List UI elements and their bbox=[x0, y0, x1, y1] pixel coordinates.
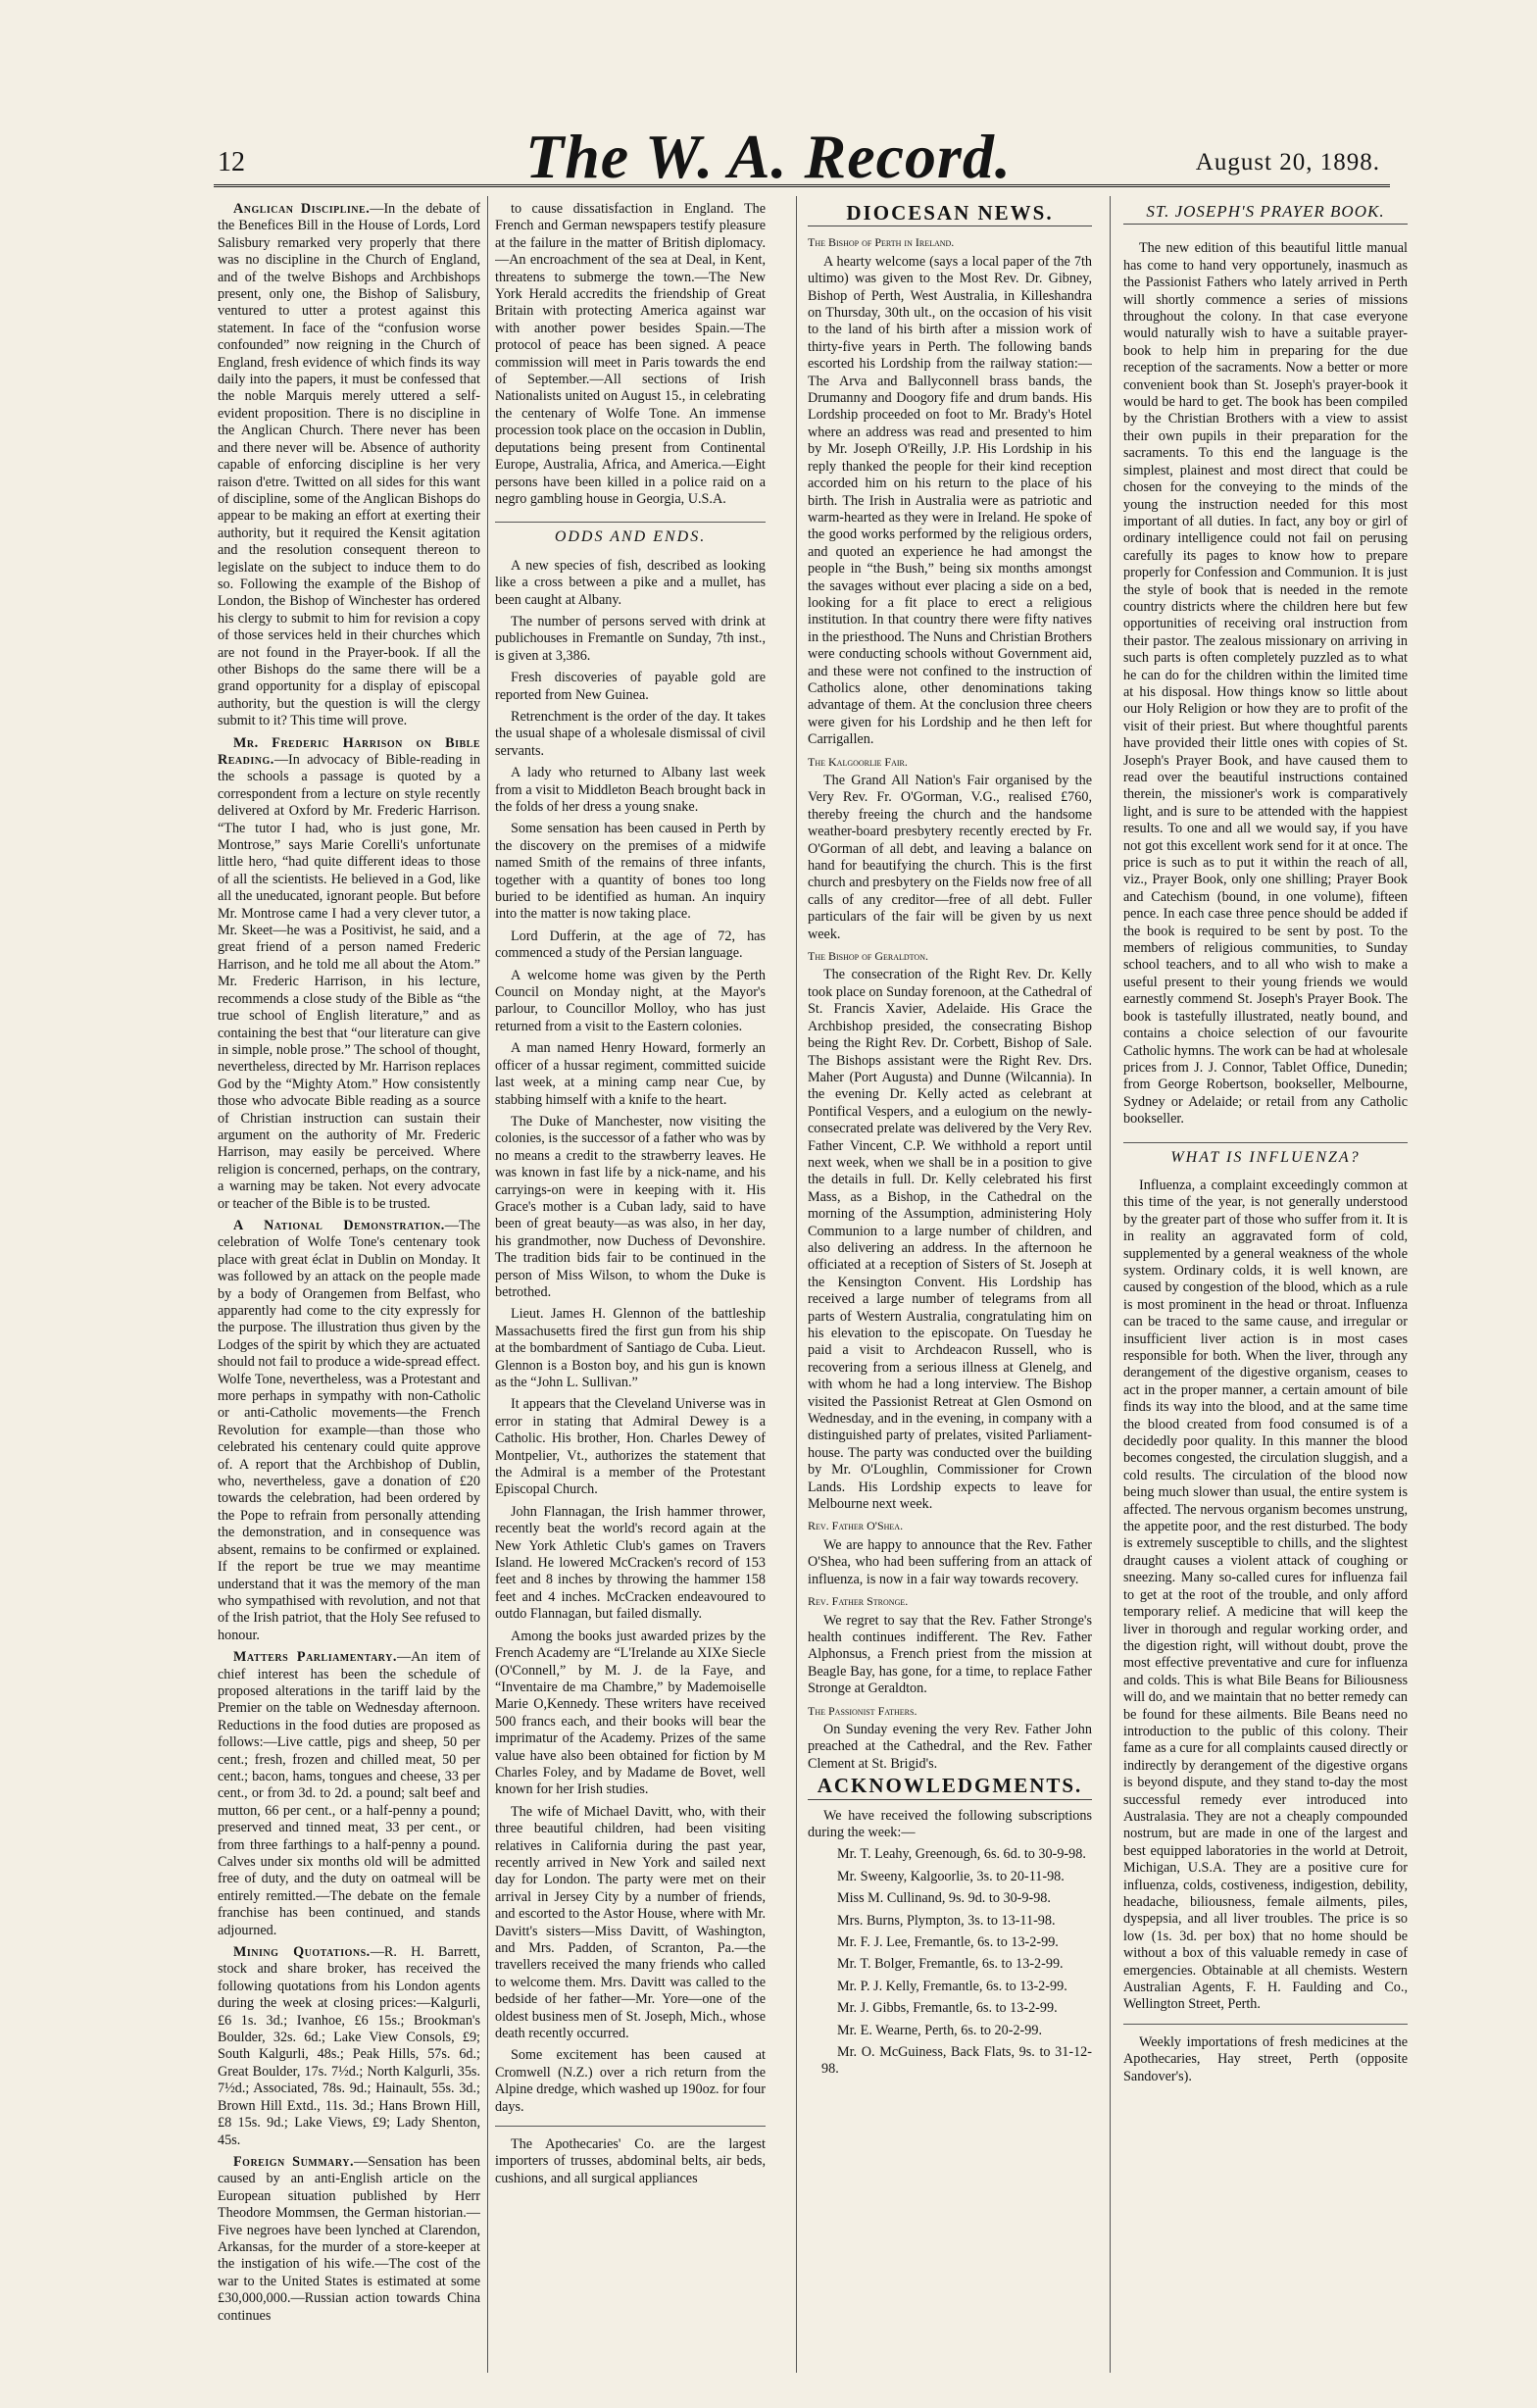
odds-item: Some sensation has been caused in Perth by the discovery on the premises of a midwife named Smith of the remains of three infants, together with a quantity of bones too long buried to be identified as human. An inquiry into the matter is now taking place. bbox=[495, 821, 766, 923]
acknowledgment-line: Mr. T. Leahy, Greenough, 6s. 6d. to 30-9-98. bbox=[837, 1846, 1086, 1863]
odds-item: Among the books just awarded prizes by the French Academy are “L'Irelande au XIXe Siecle (O'Connell,” by M. J. de la Faye, and “Inventaire de ma Chambre,” by Mademoiselle Marie O,Kennedy. These writers have received 500 francs each, and their books will bear the imprimatur of the Academy. Prizes of the same value have also been obtained for fiction by M Charles Foley, and by Madame de Bovet, well known for her Irish studies. bbox=[495, 1628, 766, 1798]
paragraph-body: —In the debate of the Benefices Bill in the House of Lords, Lord Salisbury remarked very properly that there was no discipline in the Church of England, and of the twelve Bishops and Archbishops present, only one, the Bishop of Salisbury, ventured to utter a protest against this statement. In face of the “confusion worse confounded” now reigning in the Church of England, fresh evidence of which finds its way daily into the papers, it must be confessed that the noble Marquis merely uttered a self-evident proposition. There is no discipline in the Anglican Church. There never has been and there never will be. Absence of authority capable of enforcing discipline is her very raison d'etre. Twitted on all sides for this want of discipline, some of the Anglican Bishops do appear to be making an effort at exerting their authority, but it required the Kensit agitation and the resolution consequent thereon to legislate on the subject to induce them to do so. Following the example of the Bishop of London, the Bishop of Winchester has ordered his clergy to submit to him for revision a copy of those services held in their churches which are not found in the Prayer-book. If all the other Bishops do the same there will be a grand opportunity for a display of episcopal authority, but the question is will the clergy submit to it? This time will prove. bbox=[218, 201, 480, 729]
odds-item: Some excitement has been caused at Cromwell (N.Z.) over a rich return from the Alpine dredge, which washed up 190oz. for four days. bbox=[495, 2047, 766, 2115]
acknowledgment-line: Mrs. Burns, Plympton, 3s. to 13-11-98. bbox=[837, 1912, 1056, 1929]
paragraph-body: —In advocacy of Bible-reading in the schools a passage is quoted by a correspondent from a lecture on style recently delivered at Oxford by Mr. Frederic Harrison. “The tutor I had, who is just gone, Mr. Montrose,” says Marie Corelli's unfortunate little hero, “had quite different ideas to those of all the scientists. He believed in a God, like all the uneducated, ignorant people. But before Mr. Montrose came I had a very clever tutor, a Mr. Skeet—he was a Positivist, he said, and a great friend of a person named Frederic Harrison, and he told me all about the Atom.” Mr. Frederic Harrison, in his lecture, recommends a close study of the Bible as “the true school of English literature,” and as containing the best that “our literature can give in simple, noble prose.” The school of thought, nevertheless, directed by Mr. Harrison replaces God by the “Mighty Atom.” How consistently those who advocate Bible reading as a source of Christian instruction can sustain their argument on the authority of Mr. Frederic Harrison, may easily be perceived. Where religion is concerned, perhaps, on the contrary, a warning may be taken. Not every advocate or teacher of the Bible is to be trusted. bbox=[218, 752, 480, 1212]
paragraph-lead: Anglican Discipline. bbox=[233, 201, 371, 217]
paragraph-lead: A National Demonstration. bbox=[233, 1217, 445, 1233]
column-divider bbox=[796, 196, 797, 2373]
news-kicker: Rev. Father Stronge. bbox=[808, 1594, 909, 1609]
paragraph-body: —Sensation has been caused by an anti-English article on the European situation published by Herr Theodore Mommsen, the German historian.—Five negroes have been lynched at Clarendon, Arkansas, for the murder of a store-keeper at the instigation of his wife.—The cost of the war to the United States is estimated at some £30,000,000.—Russian action towards China continues bbox=[218, 2153, 480, 2324]
prayer-book-heading: ST. JOSEPH'S PRAYER BOOK. bbox=[1123, 203, 1408, 225]
paragraph-lead: Foreign Summary. bbox=[233, 2153, 355, 2170]
news-kicker: The Kalgoorlie Fair. bbox=[808, 754, 908, 769]
odds-item: It appears that the Cleveland Universe was in error in stating that Admiral Dewey is a Catholic. His brother, Hon. Charles Dewey of Montpelier, Vt., authorizes the statement that the Admiral is a member of the Protestant Episcopal Church. bbox=[495, 1396, 766, 1498]
news-item: The Grand All Nation's Fair organised by the Very Rev. Fr. O'Gorman, V.G., realised £760, thereby freeing the church and the handsome weather-board presbytery recently erected by Fr. O'Gorman of all debt, and leaving a balance on hand for beautifying the church. This is the first church and presbytery on the Fields now free of all calls of any creditor—free of all debt. Fuller particulars of the fair will be given by us next week. bbox=[808, 773, 1092, 942]
paragraph-body: —The celebration of Wolfe Tone's centenary took place with great éclat in Dublin on Monday. It was followed by an attack on the people made by a body of Orangemen from Belfast, who apparently had come to the city expressly for the purpose. The illustration thus given by the Lodges of the spirit by which they are actuated should not fail to produce a wide-spread effect. Wolfe Tone, nevertheless, was a Protestant and more perhaps in sympathy with non-Catholic or anti-Catholic movements—the French Revolution for example—than those who celebrated his centenary could quite approve of. A report that the Archbishop of Dublin, who, nevertheless, gave a donation of £20 towards the celebration, had been ordered by the Pope to refrain from personally attending the demonstration, and in consequence was absent, remains to be confirmed or explained. If the report be true we may meantime understand that it was the memory of the man who sympathised with revolution, and not that of the Irish patriot, that the Holy See refused to honour. bbox=[218, 1217, 480, 1643]
column-1 bbox=[218, 201, 480, 2358]
news-kicker: The Bishop of Geraldton. bbox=[808, 949, 928, 964]
acknowledgment-line: Mr. O. McGuiness, Back Flats, 9s. to 31-12-98. bbox=[821, 2044, 1092, 2078]
acknowledgments-intro: We have received the following subscriptions during the week:— bbox=[808, 1807, 1092, 1840]
paragraph-body: —An item of chief interest has been the schedule of proposed alterations in the tariff laid by the Premier on the table on Wednesday afternoon. Reductions in the food duties are proposed as follows:—Live cattle, pigs and sheep, 50 per cent.; fresh, frozen and chilled meat, 50 per cent.; bacon, hams, tongues and cheese, 33 per cent., or from 3d. to 2d. a pound; salt beef and mutton, 66 per cent., or a half-penny a pound; preserved and tinned meat, 33 per cent., or from three farthings to a half-penny a pound. Calves under six months old will be admitted free of duty, and the duty on oatmeal will be entirely remitted.—The debate on the female franchise has been continued, and stands adjourned. bbox=[218, 1649, 480, 1938]
odds-item: The Duke of Manchester, now visiting the colonies, is the successor of a father who was by no means a credit to the strawberry leaves. He was known in fast life by a nick-name, and his carryings-on were in keeping with it. His Grace's mother is a Cuban lady, said to have been of great beauty—as was also, in her day, his grandmother, now Duchess of Devonshire. The tradition bids fair to be continued in the person of Miss Wilson, to whom the Duke is betrothed. bbox=[495, 1113, 766, 1300]
odds-item: A lady who returned to Albany last week from a visit to Middleton Beach brought back in the folds of her dress a young snake. bbox=[495, 765, 766, 815]
news-kicker: Rev. Father O'Shea. bbox=[808, 1519, 904, 1533]
news-item: On Sunday evening the very Rev. Father John preached at the Cathedral, and the Rev. Father Clement at St. Brigid's. bbox=[808, 1721, 1092, 1772]
prayer-book-article: The new edition of this beautiful little manual has come to hand very opportunely, inasmuch as the Passionist Fathers who lately arrived in Perth will shortly commence a series of missions throughout the colony. In that case everyone would naturally wish to have a suitable prayer-book to help him in preparing for the due reception of the sacraments. Now a better or more convenient book than St. Joseph's prayer-book it would be hard to get. The book has been compiled by the Christian Brothers with a view to assist their own pupils in their preparation for the sacraments. To this end the language is the simplest, plainest and most direct that could be chosen for the conveying to the minds of the young the instruction needed for this most important of all duties. In fact, any boy or girl of ordinary intelligence could not fail on perusing carefully its pages to know how to prepare properly for Confession and Communion. It is just the style of book that is needed in the remote country districts where the children here but few opportunities of receiving oral instruction from their pastor. The zealous missionary on arriving in such parts is often completely puzzled as to what he can do for the children within the limited time at his disposal. How things know so little about our Holy Religion or how they are to profit of the visit of their priest. But where thoughtful parents have provided their little ones with copies of St. Joseph's Prayer Book, and have caused them to read over the beautiful instructions contained therein, the missioner's work is comparatively light, and is sure to be attended with the happiest results. To one and all we would say, if you have not got this excellent work send for it at once. The price is such as to put it within the reach of all, viz., Prayer Book, only one shilling; Prayer Book and Catechism (bound, in one volume), fifteen pence. In each case three pence should be added if the book is required to be sent by post. To the members of religious communities, to Sunday school teachers, and to all who wish to make a useful present to their young friends we would earnestly commend St. Joseph's Prayer Book. The book is tastefully illustrated, neatly bound, and contains a choice selection of our favourite Catholic hymns. The work can be had at wholesale prices from J. J. Connor, Tablet Office, Dunedin; from George Robertson, bookseller, Melbourne, Sydney or Adelaide; or retail from any Catholic bookseller. bbox=[1123, 240, 1408, 1128]
influenza-heading: WHAT IS INFLUENZA? bbox=[1123, 1142, 1408, 1166]
paragraph-harrison bbox=[218, 735, 480, 1213]
odds-item: The number of persons served with drink at publichouses in Fremantle on Sunday, 7th inst., is given at 3,386. bbox=[495, 613, 766, 664]
masthead bbox=[0, 0, 1537, 196]
diocesan-news-heading: DIOCESAN NEWS. bbox=[808, 205, 1092, 226]
news-item: We regret to say that the Rev. Father Stronge's health continues indifferent. The Rev. Father Alphonsus, a French priest from the mission at Beagle Bay, has gone, for a time, to replace Father Stronge at Geraldton. bbox=[808, 1612, 1092, 1697]
odds-item: The Apothecaries' Co. are the largest importers of trusses, abdominal belts, air beds, cushions, and all surgical appliances bbox=[495, 2136, 766, 2186]
paragraph-parliamentary bbox=[218, 1649, 480, 1939]
acknowledgment-line: Mr. T. Bolger, Fremantle, 6s. to 13-2-99. bbox=[837, 1956, 1064, 1973]
paragraph-mining-quotations bbox=[218, 1944, 480, 2149]
issue-date: August 20, 1898. bbox=[1195, 149, 1380, 176]
column-4 bbox=[1123, 201, 1408, 2358]
paragraph-anglican-discipline bbox=[218, 201, 480, 730]
apothecaries-notice: Weekly importations of fresh medicines at the Apothecaries, Hay street, Perth (opposite Sandover's). bbox=[1123, 2033, 1408, 2084]
acknowledgment-line: Mr. E. Wearne, Perth, 6s. to 20-2-99. bbox=[837, 2022, 1043, 2038]
acknowledgments-heading: ACKNOWLEDGMENTS. bbox=[808, 1778, 1092, 1799]
column-divider bbox=[1110, 196, 1111, 2373]
masthead-rule bbox=[214, 184, 1390, 187]
odds-item: Lieut. James H. Glennon of the battleship Massachusetts fired the first gun from his ship at the bombardment of Santiago de Cuba. Lieut. Glennon is a Boston boy, and his gun is known as the “John L. Sullivan.” bbox=[495, 1306, 766, 1390]
paper-title: The W. A. Record. bbox=[525, 122, 1012, 191]
paragraph-lead: Mining Quotations. bbox=[233, 1944, 371, 1961]
news-item: We are happy to announce that the Rev. Father O'Shea, who had been suffering from an attack of influenza, is now in a fair way towards recovery. bbox=[808, 1536, 1092, 1587]
column-2 bbox=[495, 201, 766, 2358]
acknowledgment-line: Mr. P. J. Kelly, Fremantle, 6s. to 13-2-99. bbox=[837, 1978, 1067, 1994]
paragraph-lead: Matters Parliamentary. bbox=[233, 1649, 397, 1666]
influenza-article: Influenza, a complaint exceedingly common at this time of the year, is not generally understood by the greater part of those who suffer from it. It is in reality an aggravated form of cold, supplemented by a general weakness of the whole system. Ordinary colds, it is well known, are caused by congestion of the blood, which as a rule is most prominent in the head or throat. Influenza can be traced to the same cause, and irregular or insufficient liver action is in most cases responsible for both. When the liver, through any derangement of the digestive organism, ceases to act in the proper manner, a certain amount of bile finds its way into the blood, and at the same time the blood created from food consumed is of a decidedly poor quality. In this manner the blood becomes congested, the circulation sluggish, and a cold results. The circulation of the blood now being much slower than usual, the entire system is affected. The nervous organism becomes unstrung, the appetite poor, and the rest disturbed. The body is extremely susceptible to chills, and the slightest draught causes a violent attack of coughing or sneezing. Many so-called cures for influenza fail to get at the root of the trouble, and only afford temporary relief. A medicine that will keep the liver in thorough and regular working order, and the digestion right, will without doubt, prove the most effective preventative and cure for influenza and colds. This is what Bile Beans for Biliousness will do, and we maintain that no better remedy can be found for these ailments. Bile Beans need no introduction to the public of this colony. Their fame as a cure for all complaints caused directly or indirectly by derangement of the digestive organs is beyond dispute, and they stand to-day the most successful remedy ever introduced into Australasia. They are not a cheaply compounded nostrum, but are made in one of the largest and best equipped laboratories in the world at Detroit, Michigan, U.S.A. They are a positive cure for influenza, colds, costiveness, indigestion, debility, headache, biliousness, female ailments, piles, dyspepsia, and all liver troubles. The price is so low (1s. 3d. per box) that no home should be without a box of this valuable remedy in case of emergencies. Obtainable at all chemists. Western Australian Agents, F. H. Faulding and Co., Wellington Street, Perth. bbox=[1123, 1177, 1408, 2013]
odds-item: A welcome home was given by the Perth Council on Monday night, at the Mayor's parlour, to Councillor Molloy, who has just returned from a visit to the Eastern colonies. bbox=[495, 967, 766, 1034]
column-3 bbox=[808, 201, 1092, 2358]
page-number: 12 bbox=[218, 147, 245, 177]
acknowledgment-line: Mr. Sweeny, Kalgoorlie, 3s. to 20-11-98. bbox=[837, 1868, 1065, 1884]
column-divider bbox=[487, 196, 488, 2373]
news-item: The consecration of the Right Rev. Dr. Kelly took place on Sunday forenoon, at the Cathedral of St. Francis Xavier, Adelaide. His Grace the Archbishop presided, the consecrating Bishop being the Right Rev. Dr. Corbett, Bishop of Sale. The Bishops assistant were the Right Rev. Drs. Maher (Port Augusta) and Dunne (Wilcannia). In the evening Dr. Kelly acted as celebrant at Pontifical Vespers, and a eulogium on the newly-consecrated prelate was delivered by the Very Rev. Father Vincent, C.P. We withhold a report until next week, when we shall be in a position to give the details in full. Dr. Kelly celebrated his first Mass, as a Bishop, in the Cathedral on the morning of the Assumption, administering Holy Communion to a large number of children, and also delivering an address. In the afternoon he officiated at a reception of Sisters of St. Joseph at the Kensington Convent. His Lordship has received a large number of telegrams from all parts of Western Australia, congratulating him on his elevation to the episcopate. On Tuesday he paid a visit to Archdeacon Russell, who is recovering from a serious illness at Glenelg, and with whom he had a long interview. The Bishop visited the Passionist Retreat at Glen Osmond on Wednesday, and in the evening, in company with a distinguished party of prelates, visited Parliament-house. The party was conducted over the building by Mr. O'Loughlin, Commissioner for Crown Lands. His Lordship expects to leave for Melbourne next week. bbox=[808, 967, 1092, 1513]
news-kicker: The Passionist Fathers. bbox=[808, 1703, 917, 1718]
news-item: A hearty welcome (says a local paper of the 7th ultimo) was given to the Most Rev. Dr. Gibney, Bishop of Perth, West Australia, in Killeshandra on Thursday, 30th ult., on the occasion of his visit to the land of his birth after a mission work of thirty-five years in Perth. The following bands escorted his Lordship from the railway station:—The Arva and Ballyconnell brass bands, the Drumanny and Doogory fife and drum bands. His Lordship proceeded on foot to Mr. Brady's Hotel where an address was read and presented to him by Mr. Joseph O'Reilly, J.P. His Lordship in his reply thanked the people for their kind reception accorded him on his return to the place of his birth. The Irish in Australia were as patriotic and warm-hearted as they were in Ireland. He spoke of the good works performed by the religious orders, and quoted an experience he had amongst the people in “the Bush,” being six months amongst the savages without ever placing a side on a bed, looking for a fit place to erect a religious institution. In that country there were fifty natives in the priesthood. The Nuns and Christian Brothers were conducting schools without Government aid, and these were not confined to the instruction of Catholics alone, other denominations taking advantage of them. At the conclusion three cheers were given for his Lordship and he then left for Carrigallen. bbox=[808, 253, 1092, 748]
odds-item: Fresh discoveries of payable gold are reported from New Guinea. bbox=[495, 670, 766, 703]
divider bbox=[1123, 2024, 1408, 2025]
acknowledgment-line: Mr. F. J. Lee, Fremantle, 6s. to 13-2-99. bbox=[837, 1934, 1059, 1950]
acknowledgment-line: Mr. J. Gibbs, Fremantle, 6s. to 13-2-99. bbox=[837, 2000, 1058, 2017]
paragraph-national-demonstration bbox=[218, 1218, 480, 1644]
odds-item: John Flannagan, the Irish hammer thrower, recently beat the world's record again at the New York Athletic Club's games on Travers Island. He lowered McCracken's record of 153 feet and 8 inches by throwing the hammer 158 feet and 4 inches. McCracken endeavoured to outdo Flannagan, but failed dismally. bbox=[495, 1503, 766, 1623]
acknowledgment-line: Miss M. Cullinand, 9s. 9d. to 30-9-98. bbox=[837, 1890, 1051, 1907]
odds-item: Lord Dufferin, at the age of 72, has commenced a study of the Persian language. bbox=[495, 928, 766, 962]
paragraph-foreign-summary-cont: to cause dissatisfaction in England. The French and German newspapers testify pleasure at the failure in the matter of British diplomacy.—An encroachment of the sea at Deal, in Kent, threatens to submerge the town.—The New York Herald accredits the friendship of Great Britain with protecting America against war with another power besides Spain.—The protocol of peace has been signed. A peace commission will meet in Paris towards the end of September.—All sections of Irish Nationalists united on August 15., in celebrating the centenary of Wolfe Tone. An immense procession took place on the occasion in Dublin, deputations being present from Continental Europe, Australia, Africa, and America.—Eight persons have been killed in a police raid on a negro gambling house in Georgia, U.S.A. bbox=[495, 201, 766, 507]
paragraph-foreign-summary bbox=[218, 2154, 480, 2325]
divider bbox=[495, 2126, 766, 2127]
odds-and-ends-heading: ODDS AND ENDS. bbox=[495, 522, 766, 545]
paragraph-body: —R. H. Barrett, stock and share broker, has received the following quotations from his London agents during the week at closing prices:—Kalgurli, £6 1s. 3d.; Ivanhoe, £6 15s.; Brookman's Boulder, 32s. 6d.; Lake View Consols, £9; South Kalgurli, 48s.; Peak Hills, 57s. 6d.; Great Boulder, 17s. 7½d.; North Kalgurli, 35s. 7½d.; Associated, 78s. 9d.; Hainault, 55s. 3d.; Brown Hill Extd., 11s. 3d.; Hans Brown Hill, £8 15s. 9d.; Lake Views, £9; Lady Shenton, 45s. bbox=[218, 1944, 480, 2148]
news-kicker: The Bishop of Perth in Ireland. bbox=[808, 235, 955, 250]
odds-item: A man named Henry Howard, formerly an officer of a hussar regiment, committed suicide last week, at a mining camp near Cue, by stabbing himself with a knife to the heart. bbox=[495, 1040, 766, 1108]
paragraph-lead: Mr. Frederic Harrison on Bible Reading. bbox=[218, 734, 480, 768]
odds-item: A new species of fish, described as looking like a cross between a pike and a mullet, has been caught at Albany. bbox=[495, 557, 766, 608]
odds-item: Retrenchment is the order of the day. It takes the usual shape of a wholesale dismissal of civil servants. bbox=[495, 708, 766, 759]
odds-item: The wife of Michael Davitt, who, with their three beautiful children, had been visiting relatives in California during the past year, recently arrived in New York and sailed next day for London. The party were met on their arrival in Jersey City by a number of friends, and escorted to the Astor House, where with Mr. Davitt's sisters—Miss Davitt, of Washington, and Mrs. Padden, of Scranton, Pa.—the travellers received the many friends who called to welcome them. Mrs. Davitt was called to the bedside of her father—Mr. Yore—one of the oldest business men of St. Joseph, Mich., whose death recently occurred. bbox=[495, 1803, 766, 2042]
